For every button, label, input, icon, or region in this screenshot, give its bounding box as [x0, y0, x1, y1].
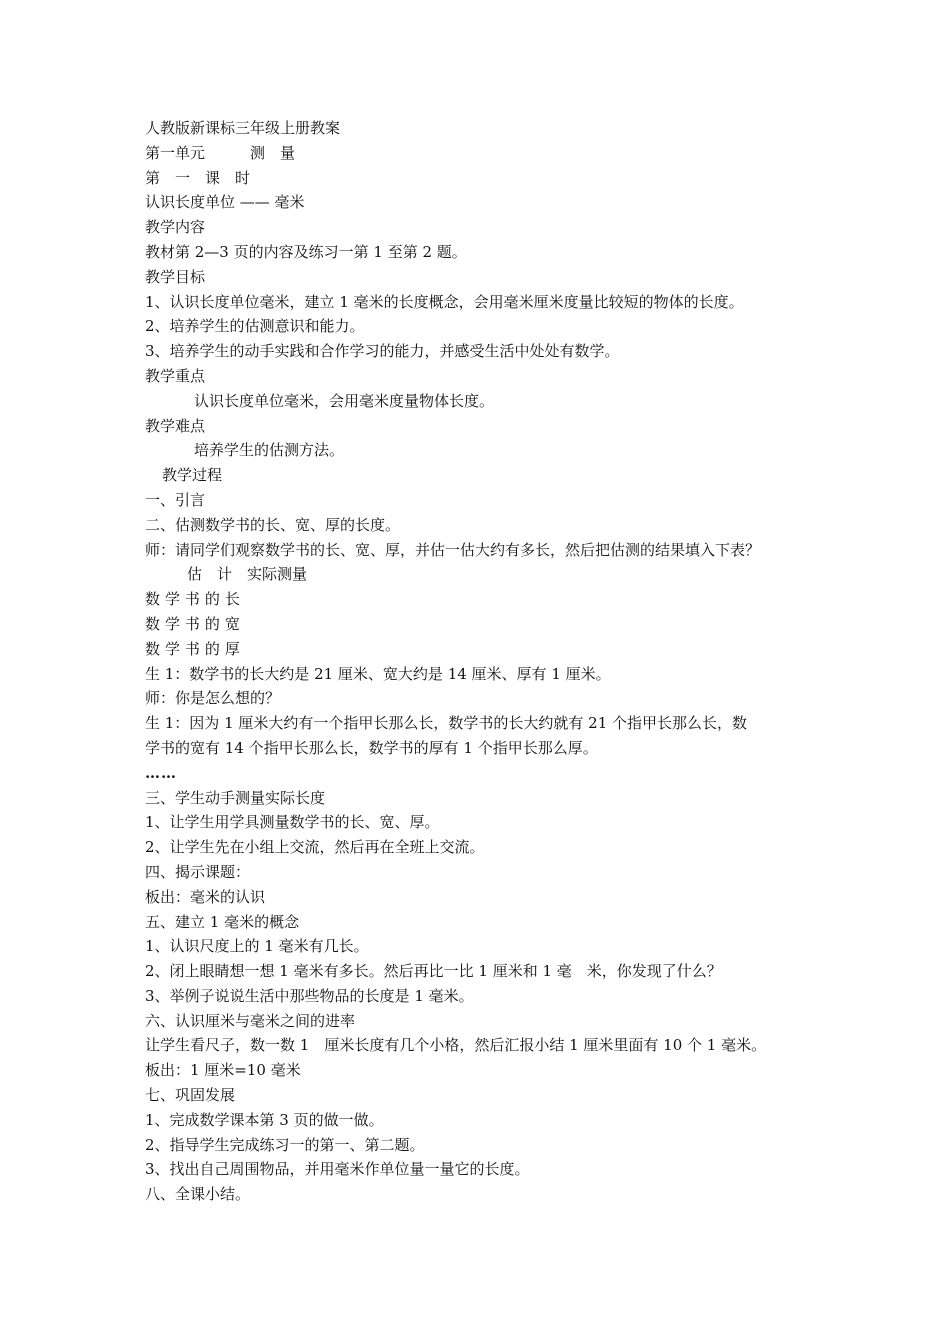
- list-item: 1、让学生用学具测量数学书的长、宽、厚。: [145, 813, 440, 832]
- paragraph: 师：请同学们观察数学书的长、宽、厚，并估一估大约有多长，然后把估测的结果填入下表？: [145, 540, 761, 559]
- lesson-plan-document: [145, 116, 825, 1207]
- paragraph: 培养学生的估测方法。: [194, 441, 345, 460]
- section-heading-difficulties: 教学难点: [145, 416, 206, 435]
- lesson-topic: 认识长度单位 —— 毫米: [145, 193, 305, 212]
- lesson-heading: 第 一 课 时: [145, 168, 251, 187]
- step-heading: 八、全课小结。: [145, 1185, 251, 1204]
- list-item: 1、完成数学课本第 3 页的做一做。: [145, 1110, 384, 1129]
- list-item: 3、举例子说说生活中那些物品的长度是 1 毫米。: [145, 986, 474, 1005]
- table-row: 数 学 书 的 宽: [145, 614, 240, 633]
- list-item: 1、认识尺度上的 1 毫米有几长。: [145, 937, 369, 956]
- list-item: 2、闭上眼睛想一想 1 毫米有多长。然后再比一比 1 厘米和 1 毫 米，你发现了什么？: [145, 962, 722, 981]
- list-item: 1、认识长度单位毫米，建立 1 毫米的长度概念，会用毫米厘米度量比较短的物体的长度。: [145, 292, 744, 311]
- list-item: 2、指导学生完成练习一的第一、第二题。: [145, 1135, 425, 1154]
- section-heading-goals: 教学目标: [145, 267, 206, 286]
- paragraph: 板出：毫米的认识: [145, 887, 266, 906]
- unit-heading: 第一单元 测 量: [145, 143, 296, 162]
- list-item: 3、培养学生的动手实践和合作学习的能力，并感受生活中处处有数学。: [145, 342, 620, 361]
- step-heading: 六、认识厘米与毫米之间的进率: [145, 1011, 356, 1030]
- list-item: 2、让学生先在小组上交流，然后再在全班上交流。: [145, 838, 485, 857]
- section-heading-content: 教学内容: [145, 218, 206, 237]
- step-heading: 三、学生动手测量实际长度: [145, 788, 326, 807]
- table-row: 数 学 书 的 长: [145, 590, 240, 609]
- paragraph: 生 1：数学书的长大约是 21 厘米、宽大约是 14 厘米、厚有 1 厘米。: [145, 664, 611, 683]
- step-heading: 四、揭示课题：: [145, 862, 251, 881]
- paragraph: 生 1：因为 1 厘米大约有一个指甲长那么长，数学书的长大约就有 21 个指甲长那么长，数: [145, 714, 748, 733]
- list-item: 3、找出自己周围物品，并用毫米作单位量一量它的长度。: [145, 1160, 530, 1179]
- list-item: 2、培养学生的估测意识和能力。: [145, 317, 365, 336]
- paragraph: 板出：1 厘米=10 毫米: [145, 1061, 301, 1080]
- table-header: 估 计 实际测量: [187, 565, 308, 584]
- paragraph: 学书的宽有 14 个指甲长那么长，数学书的厚有 1 个指甲长那么厚。: [145, 738, 598, 757]
- section-heading-process: 教学过程: [162, 466, 223, 485]
- document-title: 人教版新课标三年级上册教案: [145, 119, 341, 137]
- paragraph: 认识长度单位毫米，会用毫米度量物体长度。: [194, 391, 495, 410]
- section-heading-key-points: 教学重点: [145, 366, 206, 385]
- step-heading: 二、估测数学书的长、宽、厚的长度。: [145, 515, 401, 534]
- table-row: 数 学 书 的 厚: [145, 639, 240, 658]
- step-heading: 一、引言: [145, 490, 206, 509]
- ellipsis: ……: [145, 763, 177, 782]
- paragraph: 教材第 2—3 页的内容及练习一第 1 至第 2 题。: [145, 242, 467, 261]
- step-heading: 七、巩固发展: [145, 1086, 236, 1105]
- paragraph: 师：你是怎么想的？: [145, 689, 281, 708]
- step-heading: 五、建立 1 毫米的概念: [145, 912, 300, 931]
- paragraph: 让学生看尺子，数一数 1 厘米长度有几个小格，然后汇报小结 1 厘米里面有 10 个 1 毫米。: [145, 1036, 767, 1055]
